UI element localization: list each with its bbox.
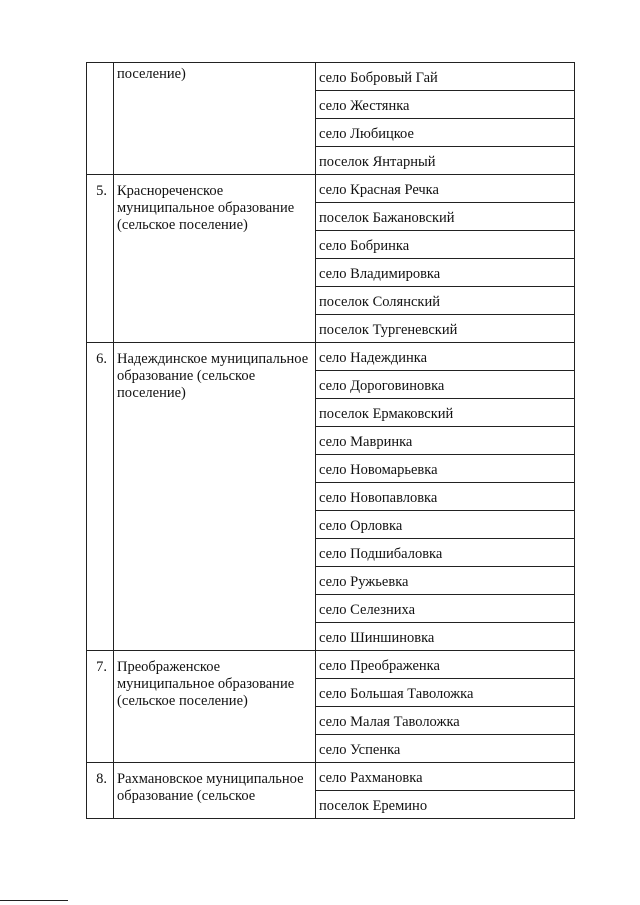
municipality-name: поселение) <box>114 63 316 175</box>
row-number: 8. <box>87 763 114 819</box>
table-row <box>87 343 575 371</box>
table-row <box>87 63 575 91</box>
settlement-name: село Надеждинка <box>316 343 575 371</box>
row-number: 5. <box>87 175 114 343</box>
settlements-table <box>86 62 575 819</box>
settlement-name: село Красная Речка <box>316 175 575 203</box>
settlement-name: село Преображенка <box>316 651 575 679</box>
settlement-name: село Дороговиновка <box>316 371 575 399</box>
settlement-name: село Новопавловка <box>316 483 575 511</box>
table-row <box>87 763 575 791</box>
settlement-name: село Подшибаловка <box>316 539 575 567</box>
row-number <box>87 63 114 175</box>
municipality-name: Краснореченское муниципальное образование (сельское поселение) <box>114 175 316 343</box>
settlement-name: поселок Еремино <box>316 791 575 819</box>
settlement-name: село Рахмановка <box>316 763 575 791</box>
settlement-name: село Большая Таволожка <box>316 679 575 707</box>
settlement-name: село Жестянка <box>316 91 575 119</box>
municipality-name: Надеждинское муниципальное образование (сельское поселение) <box>114 343 316 651</box>
settlement-name: село Новомарьевка <box>316 455 575 483</box>
settlement-name: село Шиншиновка <box>316 623 575 651</box>
settlement-name: село Успенка <box>316 735 575 763</box>
settlement-name: поселок Ермаковский <box>316 399 575 427</box>
settlement-name: село Селезниха <box>316 595 575 623</box>
settlement-name: село Ружьевка <box>316 567 575 595</box>
table-body <box>87 63 575 819</box>
settlement-name: поселок Янтарный <box>316 147 575 175</box>
municipality-name: Рахмановское муниципальное образование (сельское <box>114 763 316 819</box>
settlement-name: село Любицкое <box>316 119 575 147</box>
settlement-name: поселок Солянский <box>316 287 575 315</box>
row-number: 7. <box>87 651 114 763</box>
settlement-name: поселок Бажановский <box>316 203 575 231</box>
settlement-name: поселок Тургеневский <box>316 315 575 343</box>
settlement-name: село Мавринка <box>316 427 575 455</box>
table-row <box>87 651 575 679</box>
settlement-name: село Бобровый Гай <box>316 63 575 91</box>
settlement-name: село Малая Таволожка <box>316 707 575 735</box>
row-number: 6. <box>87 343 114 651</box>
settlement-name: село Владимировка <box>316 259 575 287</box>
settlement-name: село Бобринка <box>316 231 575 259</box>
table-row <box>87 175 575 203</box>
footnote-separator <box>0 900 68 901</box>
municipality-name: Преображенское муниципальное образование (сельское поселение) <box>114 651 316 763</box>
settlement-name: село Орловка <box>316 511 575 539</box>
